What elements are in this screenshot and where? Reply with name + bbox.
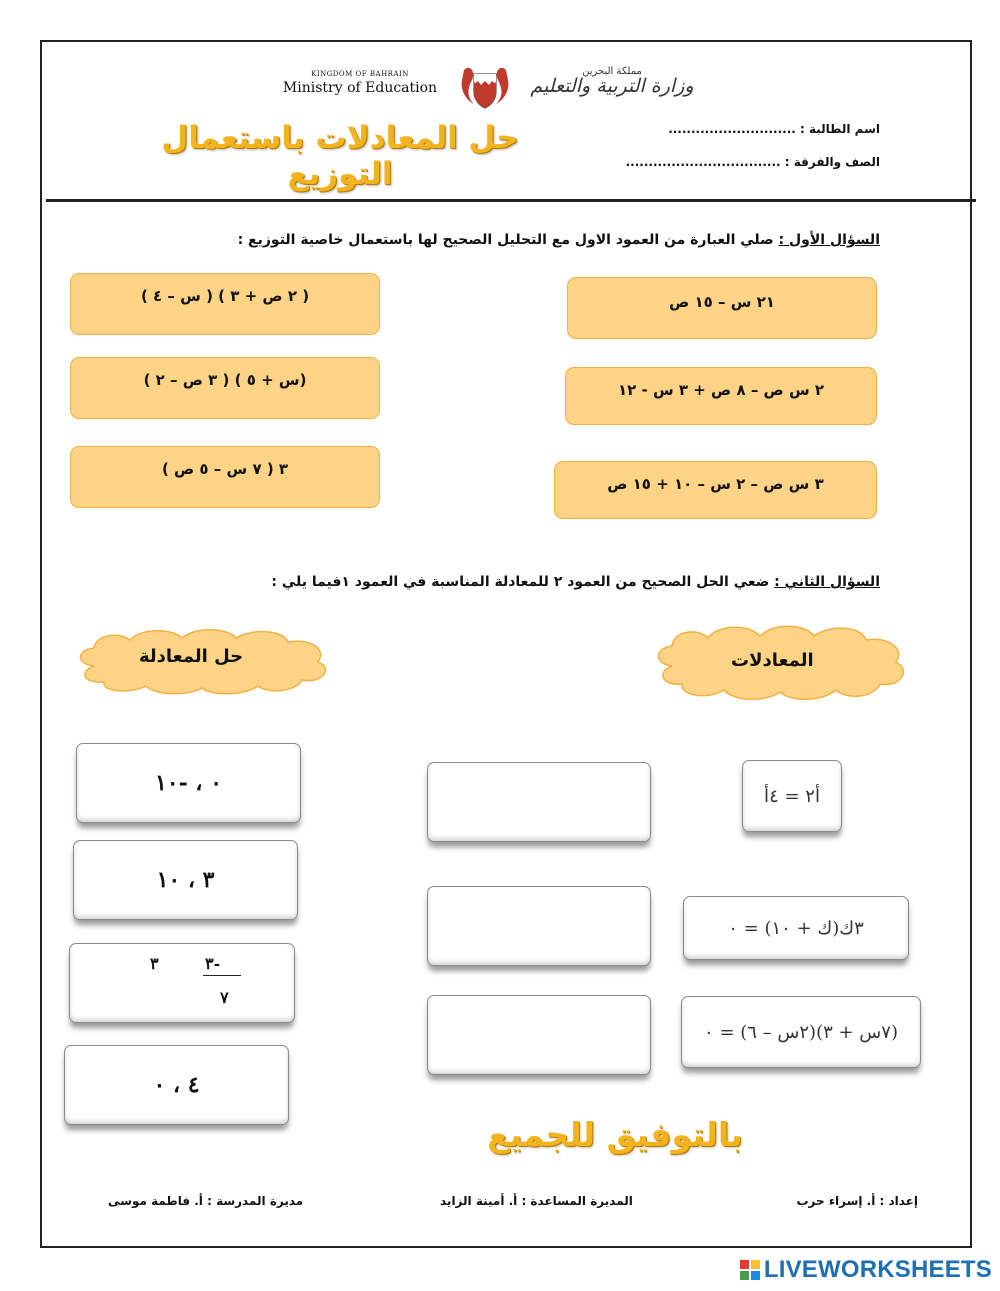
equations-header: المعادلات — [731, 650, 814, 671]
match-item-left-2[interactable] — [70, 357, 380, 419]
match-item-right-2-text: ٢ س ص – ٨ ص + ٣ س - ١٢ — [617, 381, 825, 399]
class-blank: .................................. — [625, 155, 781, 169]
fraction-other-root: ٣ — [150, 954, 159, 973]
logo-square-3 — [740, 1271, 749, 1280]
equation-tile-1[interactable] — [742, 760, 842, 832]
bahrain-emblem-icon — [458, 62, 512, 112]
answer-dropzone-3[interactable] — [427, 995, 651, 1075]
ministry-en: Ministry of Education — [282, 80, 438, 96]
liveworksheets-logo-icon — [740, 1260, 760, 1280]
match-item-left-1[interactable] — [70, 273, 380, 335]
equation-tile-2[interactable] — [683, 896, 909, 960]
solution-3-text: ٤ ، ٠ — [153, 1072, 200, 1098]
question-2 — [271, 574, 880, 590]
liveworksheets-watermark — [740, 1256, 992, 1284]
solution-tile-3[interactable] — [64, 1045, 289, 1125]
question-1 — [238, 232, 880, 248]
liveworksheets-text: LIVEWORKSHEETS — [763, 1256, 992, 1283]
match-item-right-3[interactable] — [554, 461, 877, 519]
ministry-arabic-logo — [522, 66, 702, 97]
logo-square-4 — [751, 1271, 760, 1280]
equation-2-text: ٣ك(ك + ١٠) = ٠ — [728, 917, 864, 939]
solution-tile-2[interactable] — [73, 840, 298, 920]
question-2-text: ضعي الحل الصحيح من العمود ٢ للمعادلة المناسبة في العمود ١فيما يلي : — [271, 574, 770, 590]
closing-message: بالتوفيق للجميع — [487, 1115, 743, 1154]
answer-dropzone-1[interactable] — [427, 762, 651, 842]
class-label: الصف والفرقة : — [784, 155, 880, 169]
fraction-numerator: -٣ — [205, 954, 221, 973]
equation-tile-3[interactable] — [681, 996, 921, 1068]
logo-square-2 — [751, 1260, 760, 1269]
fraction-bar — [203, 975, 241, 976]
credit-assistant-principal: المديرة المساعدة : أ. أمينة الزايد — [440, 1194, 633, 1208]
match-item-left-3-text: ٣ ( ٧ س – ٥ ص ) — [161, 460, 289, 478]
equation-3-text: (٧س + ٣)(٢س – ٦) = ٠ — [704, 1021, 898, 1043]
kingdom-en: KINGDOM OF BAHRAIN — [311, 70, 409, 78]
credit-principal: مديرة المدرسة : أ. فاطمة موسى — [108, 1194, 304, 1208]
solution-tile-fraction[interactable] — [69, 943, 295, 1023]
solution-2-text: ٣ ، ١٠ — [156, 867, 215, 893]
question-1-label: السؤال الأول : — [778, 232, 880, 248]
page-title: حل المعادلات باستعمال التوزيع — [161, 120, 519, 192]
ministry-english-logo — [270, 70, 450, 96]
solution-tile-1[interactable] — [76, 743, 301, 823]
credit-prepared-by: إعداد : أ. إسراء حرب — [796, 1194, 918, 1208]
student-name-field[interactable] — [668, 122, 880, 136]
match-item-right-3-text: ٣ س ص – ٢ س – ١٠ + ١٥ ص — [607, 475, 824, 493]
question-1-text: صلي العبارة من العمود الاول مع التحليل الصحيح لها باستعمال خاصية التوزيع : — [237, 232, 774, 248]
match-item-left-2-text: (س + ٥ ) ( ٣ ص – ٢ ) — [143, 371, 307, 389]
student-name-label: اسم الطالبة : — [800, 122, 880, 136]
match-item-right-1[interactable] — [567, 277, 877, 339]
student-name-blank: ............................ — [668, 122, 796, 136]
class-field[interactable] — [626, 155, 880, 169]
fraction-denominator: ٧ — [220, 988, 229, 1007]
match-item-right-1-text: ٢١ س – ١٥ ص — [669, 293, 775, 311]
match-item-left-1-text: ( ٢ ص + ٣ ) ( س – ٤ ) — [140, 287, 310, 305]
logo-square-1 — [740, 1260, 749, 1269]
ministry-ar: وزارة التربية والتعليم — [530, 75, 694, 97]
match-item-left-3[interactable] — [70, 446, 380, 508]
solution-1-text: ٠ ، -١٠ — [154, 770, 223, 796]
equation-1-text: أ٢ = ٤أ — [764, 785, 820, 807]
answer-dropzone-2[interactable] — [427, 886, 651, 966]
match-item-right-2[interactable] — [565, 367, 877, 425]
kingdom-ar: مملكة البحرين — [582, 66, 642, 77]
header-divider — [46, 199, 976, 202]
question-2-label: السؤال الثاني : — [774, 574, 880, 590]
solutions-header: حل المعادلة — [139, 646, 244, 667]
